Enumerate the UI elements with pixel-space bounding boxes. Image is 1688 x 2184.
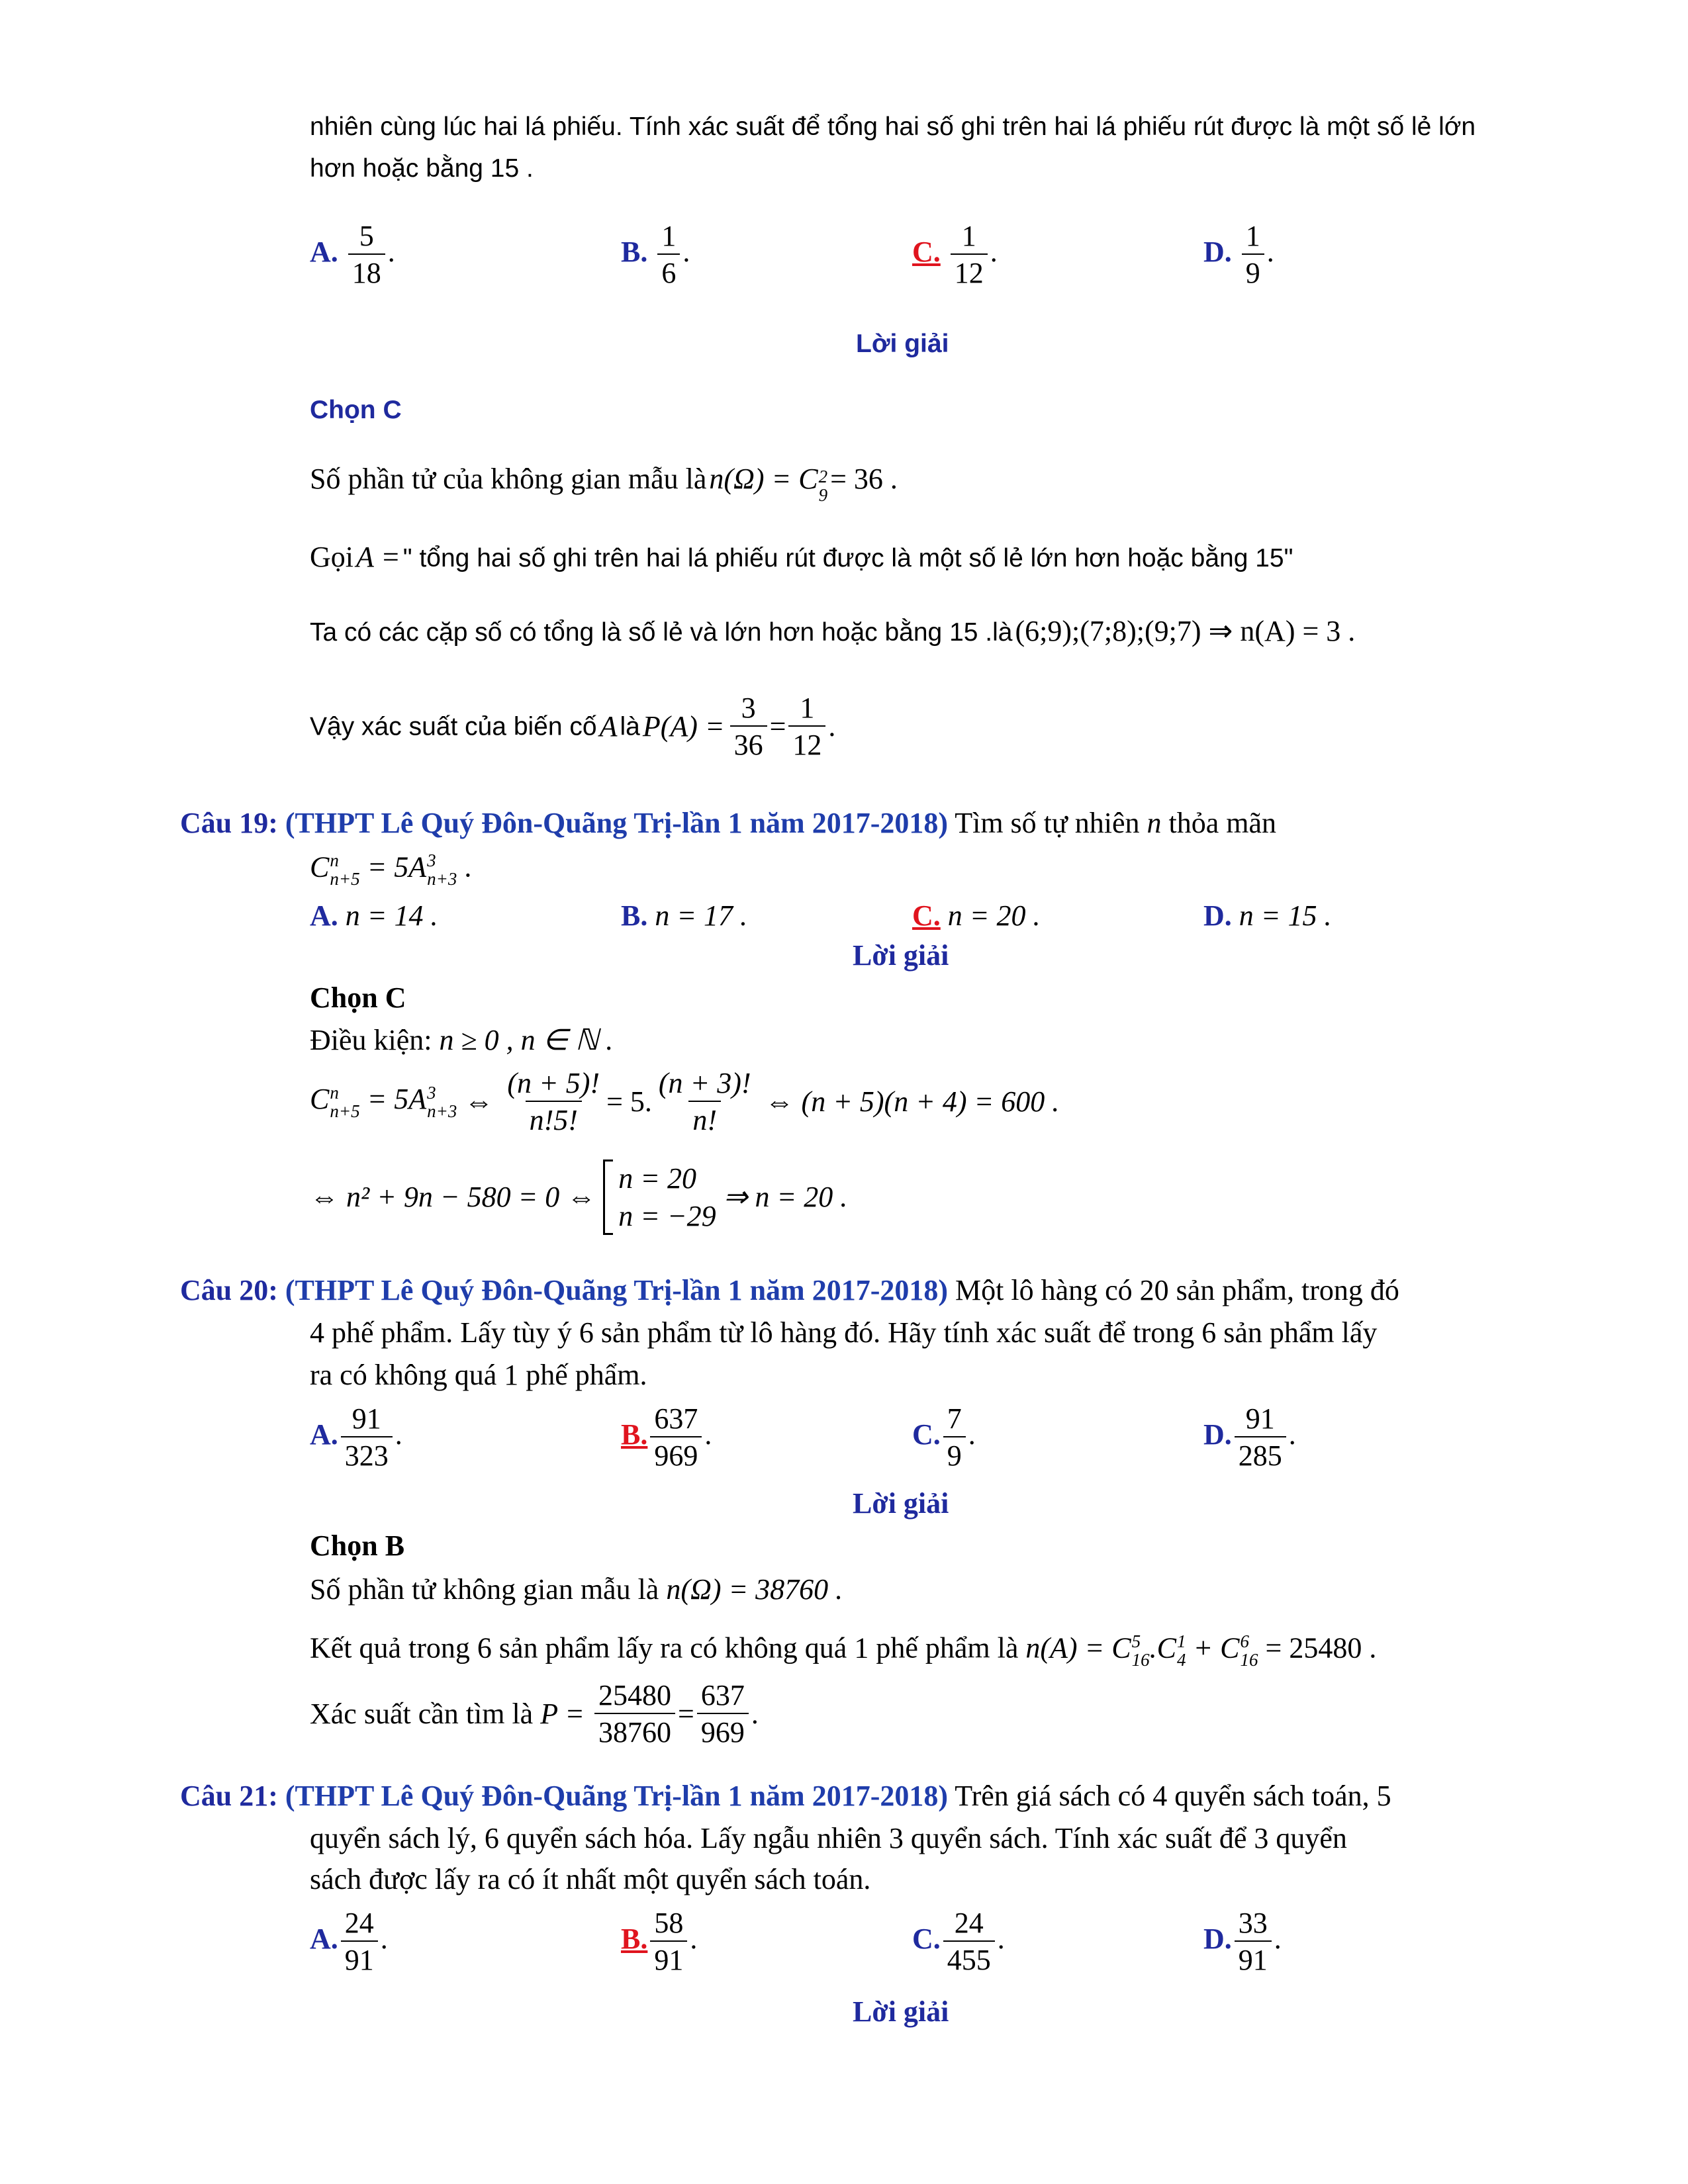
q20-text-line3: ra có không quá 1 phế phẩm. — [310, 1359, 647, 1391]
q21-header: Câu 21: (THPT Lê Quý Đôn-Quãng Trị-lần 1 năm 2017-2018) Trên giá sách có 4 quyển sách toán, 5 — [180, 1780, 1391, 1812]
fraction: $\frac{637}{969}$ — [697, 1681, 749, 1747]
q21-option-d[interactable]: D. $\frac{33}{91}$ . — [1203, 1907, 1282, 1976]
q20-step1: Số phần tử không gian mẫu là n(Ω) = 38760 . — [310, 1573, 843, 1606]
q21-text-line3: sách được lấy ra có ít nhất một quyển sách toán. — [310, 1863, 871, 1895]
q19-condition: Điều kiện: n ≥ 0 , n ∈ ℕ . — [310, 1024, 614, 1056]
option-fraction: $\frac{24}{455}$ — [943, 1909, 995, 1975]
q19-header: Câu 19: (THPT Lê Quý Đôn-Quãng Trị-lần 1 năm 2017-2018) Tìm số tự nhiên n thỏa mãn — [180, 807, 1277, 839]
option-label: C. — [912, 1418, 941, 1451]
fraction: $\frac{3}{36}$ — [730, 694, 767, 760]
option-label: A. — [310, 899, 338, 932]
q18-option-d[interactable]: D. $\frac{1}{9}$ . — [1203, 220, 1274, 289]
q18-text-line1: nhiên cùng lúc hai lá phiếu. Tính xác suất để tổng hai số ghi trên hai lá phiếu rút được là một số lẻ lớn — [310, 113, 1476, 141]
option-fraction: $\frac{24}{91}$ — [341, 1909, 378, 1975]
q20-choose: Chọn B — [310, 1529, 405, 1562]
question-label: Câu 20: — [180, 1274, 278, 1306]
question-label: Câu 19: — [180, 807, 278, 839]
option-label: D. — [1203, 899, 1232, 932]
math: n(Ω) = C — [709, 463, 818, 495]
option-fraction: $\frac{58}{91}$ — [650, 1909, 687, 1975]
option-fraction: $\frac{33}{91}$ — [1235, 1909, 1272, 1975]
q21-option-c[interactable]: C. $\frac{24}{455}$ . — [912, 1907, 1005, 1976]
q18-text-line2: hơn hoặc bằng 15 . — [310, 154, 534, 183]
question-label: Câu 21: — [180, 1780, 278, 1812]
q20-header: Câu 20: (THPT Lê Quý Đôn-Quãng Trị-lần 1 năm 2017-2018) Một lô hàng có 20 sản phẩm, trong đó — [180, 1274, 1399, 1306]
q19-choose: Chọn C — [310, 981, 406, 1014]
fraction: $\frac{(n + 5)!}{n!5!}$ — [507, 1067, 600, 1136]
question-source: (THPT Lê Quý Đôn-Quãng Trị-lần 1 năm 2017-2018) — [285, 807, 949, 839]
q18-choose: Chọn C — [310, 396, 402, 424]
option-label-correct: C. — [912, 236, 941, 269]
q18-step4: Vậy xác suất của biến cố A là P(A) = $\frac{3}{36}$ = $\frac{1}{12}$ . — [310, 692, 836, 761]
q19-step3: ⇔ n² + 9n − 580 = 0 ⇔ n = 20 n = −29 ⇒ n = 20 . — [310, 1160, 847, 1235]
option-label: C. — [912, 1923, 941, 1956]
option-fraction: $\frac{91}{285}$ — [1235, 1404, 1286, 1471]
q20-option-b[interactable]: B. $\frac{637}{969}$ . — [621, 1402, 712, 1472]
q21-option-b[interactable]: B. $\frac{58}{91}$ . — [621, 1907, 698, 1976]
q18-option-a[interactable]: A. $\frac{5}{18}$ . — [310, 220, 395, 289]
q20-solution-title: Lời giải — [853, 1487, 949, 1520]
q21-solution-title: Lời giải — [853, 1995, 949, 2028]
q19-solution-title: Lời giải — [853, 939, 949, 972]
q18-step1: Số phần tử của không gian mẫu là n(Ω) = C 2 9 = 36 . — [310, 463, 898, 506]
option-fraction: $\frac{91}{323}$ — [341, 1404, 393, 1471]
option-label: D. — [1203, 1418, 1232, 1451]
option-label-correct: B. — [621, 1923, 648, 1956]
option-label: B. — [621, 899, 648, 932]
option-fraction: $\frac{1}{12}$ — [951, 222, 988, 288]
option-label: D. — [1203, 1923, 1232, 1956]
q20-text-line2: 4 phế phẩm. Lấy tùy ý 6 sản phẩm từ lô hàng đó. Hãy tính xác suất để trong 6 sản phẩm lấy — [310, 1316, 1378, 1349]
fraction: $\frac{(n + 3)!}{n!}$ — [658, 1067, 751, 1136]
option-fraction: $\frac{1}{9}$ — [1242, 222, 1264, 288]
math: (6;9);(7;8);(9;7) ⇒ n(A) = 3 . — [1015, 615, 1356, 647]
option-label-correct: B. — [621, 1418, 648, 1451]
math-supsub: 2 9 — [818, 466, 828, 506]
option-fraction: $\frac{637}{969}$ — [650, 1404, 702, 1471]
option-fraction: $\frac{1}{6}$ — [657, 222, 680, 288]
question-source: (THPT Lê Quý Đôn-Quãng Trị-lần 1 năm 2017-2018) — [285, 1780, 949, 1812]
q18-step3: Ta có các cặp số có tổng là số lẻ và lớn hơn hoặc bằng 15 .là (6;9);(7;8);(9;7) ⇒ n(A) = 3 . — [310, 615, 1356, 647]
option-label: B. — [621, 236, 648, 269]
option-label: A. — [310, 236, 338, 269]
q21-option-a[interactable]: A. $\frac{24}{91}$ . — [310, 1907, 388, 1976]
option-label: D. — [1203, 236, 1232, 269]
q19-step2: C n n+5 = 5A 3 n+3 ⇔ $\frac{(n + 5)!}{n!5!}$ = 5. $\frac{(n + 3)!}{n!}$ ⇔ (n + 5)(n + 4) = 600 . — [310, 1067, 1060, 1136]
q19-equation: C n n+5 = 5A 3 n+3 . — [310, 850, 472, 889]
q18-solution-title: Lời giải — [856, 330, 949, 358]
q19-option-d[interactable]: D. n = 15 . — [1203, 899, 1332, 932]
q20-step3: Xác suất cần tìm là P = $\frac{25480}{38760}$ = $\frac{637}{969}$ . — [310, 1679, 759, 1749]
option-fraction: $\frac{5}{18}$ — [348, 222, 385, 288]
q19-option-c[interactable]: C. n = 20 . — [912, 899, 1041, 932]
option-label: A. — [310, 1418, 338, 1451]
option-label: A. — [310, 1923, 338, 1956]
q20-option-a[interactable]: A. $\frac{91}{323}$ . — [310, 1402, 402, 1472]
fraction: $\frac{25480}{38760}$ — [594, 1681, 675, 1747]
q19-option-b[interactable]: B. n = 17 . — [621, 899, 748, 932]
q18-option-b[interactable]: B. $\frac{1}{6}$ . — [621, 220, 690, 289]
math: A = — [356, 541, 400, 573]
q21-text-line2: quyển sách lý, 6 quyển sách hóa. Lấy ngẫu nhiên 3 quyển sách. Tính xác suất để 3 quyển — [310, 1822, 1347, 1854]
q20-step2: Kết quả trong 6 sản phẩm lấy ra có không quá 1 phế phẩm là n(A) = C 5 16 .C 1 4 + C 6 16 = 25480 . — [310, 1631, 1377, 1670]
q18-option-c[interactable]: C. $\frac{1}{12}$ . — [912, 220, 998, 289]
option-label-correct: C. — [912, 899, 941, 932]
q20-option-c[interactable]: C. $\frac{7}{9}$ . — [912, 1402, 976, 1472]
q20-option-d[interactable]: D. $\frac{91}{285}$ . — [1203, 1402, 1296, 1472]
fraction: $\frac{1}{12}$ — [788, 694, 825, 760]
q18-step2: Gọi A = " tổng hai số ghi trên hai lá phiếu rút được là một số lẻ lớn hơn hoặc bằng 15" — [310, 541, 1293, 573]
q19-option-a[interactable]: A. n = 14 . — [310, 899, 438, 932]
question-source: (THPT Lê Quý Đôn-Quãng Trị-lần 1 năm 2017-2018) — [285, 1274, 949, 1306]
option-fraction: $\frac{7}{9}$ — [943, 1404, 966, 1471]
equation-system: n = 20 n = −29 — [603, 1160, 716, 1235]
